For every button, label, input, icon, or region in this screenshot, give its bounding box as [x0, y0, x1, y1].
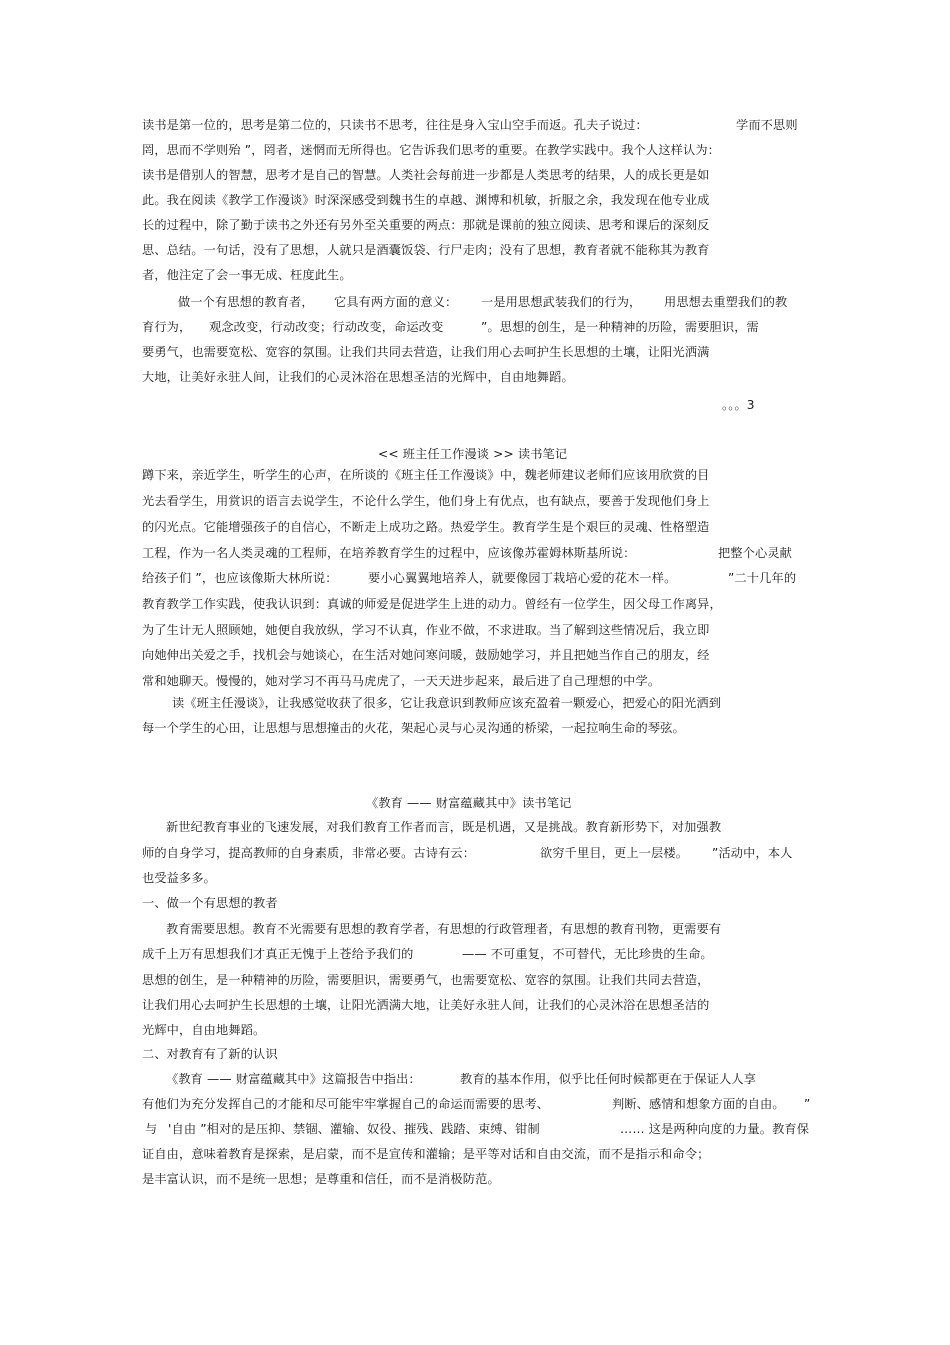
paragraph-line: 与 — [145, 1122, 158, 1136]
paragraph-line: 师的自身学习，提高教师的自身素质，非常必要。古诗有云： — [142, 846, 476, 860]
paragraph-line: 长的过程中，除了勤于读书之外还有另外至关重要的两点：那就是课前的独立阅读、思考和课后的深刻反 — [142, 218, 710, 232]
paragraph-line: —— 不可重复，不可替代，无比珍贵的生命。 — [462, 947, 713, 961]
paragraph-line: 育行为， — [142, 320, 192, 334]
paragraph-line: 为了生计无人照顾她，她便自我放纵，学习不认真，作业不做，不求进取。当了解到这些情况后，我立即 — [142, 623, 710, 637]
paragraph-line: 此。我在阅读《教学工作漫谈》时深深感受到魏书生的卓越、渊博和机敏，折服之余，我发现在他专业成 — [142, 193, 710, 207]
paragraph-line: 的闪光点。它能增强孩子的自信心，不断走上成功之路。热爱学生。教育学生是个艰巨的灵魂、性格塑造 — [142, 520, 710, 534]
paragraph-line: 要勇气，也需要宽松、宽容的氛围。让我们共同去营造，让我们用心去呵护生长思想的土壤，让阳光洒满 — [142, 345, 710, 359]
subheading: 一、做一个有思想的教者 — [142, 896, 278, 910]
paragraph-line: 思、总结。一句话，没有了思想，人就只是酒囊饭袋、行尸走肉；没有了思想，教育者就不能称其为教育 — [142, 243, 710, 257]
paragraph-line: 让我们用心去呵护生长思想的土壤，让阳光洒满大地，让美好永驻人间，让我们的心灵沐浴在思想圣洁的 — [142, 998, 710, 1012]
paragraph-line: 向她伸出关爱之手，找机会与她谈心，在生活对她问寒问暖，鼓励她学习，并且把她当作自己的朋友，经 — [142, 648, 710, 662]
paragraph-line: 读《班主任漫谈》，让我感觉收获了很多，它让我意识到教师应该充盈着一颗爱心，把爱心的阳光洒到 — [172, 696, 722, 710]
paragraph-line: ”活动中，本人 — [712, 846, 793, 860]
paragraph-line: 思想的创生，是一种精神的历险，需要胆识，需要勇气，也需要宽松、宽容的氛围。让我们共同去营造， — [142, 973, 710, 987]
paragraph-line: 读书是借别人的智慧，思考才是自己的智慧。人类社会每前进一步都是人类思考的结果，人的成长更是如 — [142, 168, 710, 182]
paragraph-line: ”。思想的创生，是一种精神的历险，需要胆识，需 — [481, 320, 759, 334]
paragraph-line: 教育教学工作实践，使我认识到：真诚的师爱是促进学生上进的动力。曾经有一位学生，因父母工作离异， — [142, 597, 722, 611]
paragraph-line: 一是用思想武装我们的行为， — [481, 295, 642, 309]
paragraph-line: 者，他注定了会一事无成、枉度此生。 — [142, 268, 352, 282]
paragraph-line: 给孩子们 ”，也应该像斯大林所说： — [142, 571, 338, 585]
paragraph-line: ”二十几年的 — [728, 571, 797, 585]
paragraph-line: 成千上万有思想我们才真正无愧于上苍给予我们的 — [142, 947, 414, 961]
paragraph-line: 把整个心灵献 — [718, 546, 793, 560]
paragraph-line: 证自由，意味着教育是探索，是启蒙，而不是宣传和灌输；是平等对话和自由交流，而不是指示和命令； — [142, 1147, 710, 1161]
paragraph-line: 大地，让美好永驻人间，让我们的心灵沐浴在思想圣洁的光辉中，自由地舞蹈。 — [142, 370, 574, 384]
paragraph-line: 工程，作为一名人类灵魂的工程师，在培养教育学生的过程中，应该像苏霍姆林斯基所说： — [142, 546, 636, 560]
page-marker: 。。。3 — [722, 398, 755, 412]
paragraph-line: 也受益多多。 — [142, 871, 217, 885]
paragraph-line: 新世纪教育事业的飞速发展，对我们教育工作者而言，既是机遇，又是挑战。教育新形势下，对加强教 — [166, 820, 722, 834]
paragraph-line: 光去看学生，用赏识的语言去说学生，不论什么学生，他们身上有优点，也有缺点，要善于发现他们身上 — [142, 494, 710, 508]
paragraph-line: 要小心翼翼地培养人，就要像园丁栽培心爱的花木一样。 — [368, 571, 677, 585]
subheading: 二、对教育有了新的认识 — [142, 1047, 278, 1061]
section-title: 《教育 —— 财富蕴藏其中》读书笔记 — [366, 796, 572, 810]
paragraph-line: 读书是第一位的，思考是第二位的，只读书不思考，往往是身入宝山空手而返。孔夫子说过： — [142, 118, 648, 132]
paragraph-line: 有他们为充分发挥自己的才能和尽可能牢牢掌握自己的命运而需要的思考、 — [142, 1097, 550, 1111]
paragraph-line: 用思想去重塑我们的教 — [664, 295, 788, 309]
paragraph-line: ” — [804, 1097, 811, 1111]
paragraph-line: 学而不思则 — [736, 118, 798, 132]
paragraph-line: 是丰富认识，而不是统一思想；是尊重和信任，而不是消极防范。 — [142, 1172, 500, 1186]
paragraph-line: 教育的基本作用，似乎比任何时候都更在于保证人人享 — [460, 1072, 757, 1086]
paragraph-line: 罔，思而不学则殆 ”，罔者，迷惘而无所得也。它告诉我们思考的重要。在教学实践中。我个人这样认为： — [142, 143, 721, 157]
paragraph-line: 它具有两方面的意义： — [334, 295, 458, 309]
paragraph-line: 判断、感情和想象方面的自由。 — [612, 1097, 785, 1111]
paragraph-line: 蹲下来，亲近学生，听学生的心声，在所谈的《班主任工作漫谈》中，魏老师建议老师们应该用欣赏的目 — [142, 468, 710, 482]
paragraph-line: 欲穷千里目，更上一层楼。 — [540, 846, 689, 860]
paragraph-line: 《教育 —— 财富蕴藏其中》这篇报告中指出： — [166, 1072, 421, 1086]
section-title: << 班主任工作漫谈 >> 读书笔记 — [378, 447, 568, 461]
paragraph-line: '自由 ”相对的是压抑、禁锢、灌输、奴役、摧残、践踏、束缚、钳制 — [168, 1122, 540, 1136]
paragraph-line: 光辉中，自由地舞蹈。 — [142, 1023, 266, 1037]
paragraph-line: 观念改变，行动改变；行动改变，命运改变 — [209, 320, 444, 334]
paragraph-line: 每一个学生的心田，让思想与思想撞击的火花，架起心灵与心灵沟通的桥梁，一起拉响生命的琴弦。 — [142, 721, 685, 735]
paragraph-line: 做一个有思想的教育者， — [178, 295, 314, 309]
paragraph-line: 常和她聊天。慢慢的，她对学习不再马马虎虎了，一天天进步起来，最后进了自己理想的中学。 — [142, 674, 661, 688]
paragraph-line: 教育需要思想。教育不光需要有思想的教育学者，有思想的行政管理者，有思想的教育刊物，更需要有 — [166, 922, 722, 936]
paragraph-line: …… 这是两种向度的力量。教育保 — [620, 1122, 810, 1136]
